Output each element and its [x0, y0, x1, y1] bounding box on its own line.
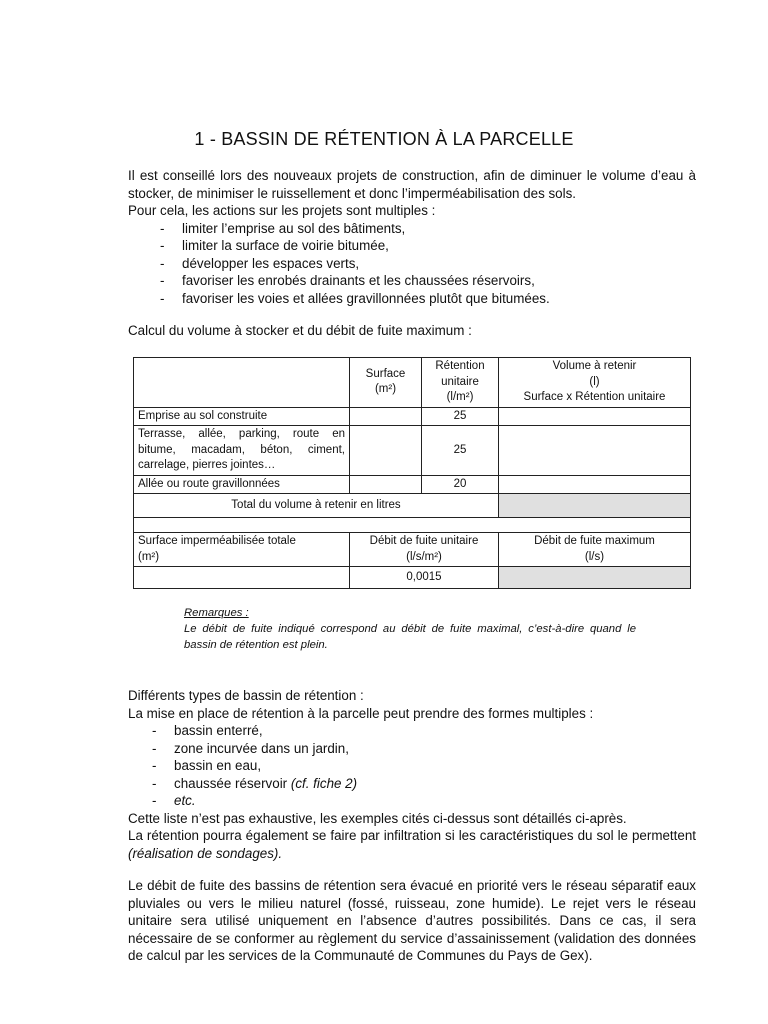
- list-item: - chaussée réservoir (cf. fiche 2): [152, 775, 358, 791]
- table-row: [134, 407, 691, 426]
- total-label: Total du volume à retenir en litres: [134, 494, 499, 518]
- surface-cell: [350, 475, 422, 494]
- intro-paragraph: Il est conseillé lors des nouveaux projets de construction, afin de diminuer le volume d’eau à stocker, de minimiser le ruissellement et donc l’imperméabilisation des sols.: [128, 168, 696, 201]
- list-item: - favoriser les enrobés drainants et les chaussées réservoirs,: [160, 273, 535, 289]
- surface-cell: [350, 407, 422, 426]
- infiltration-paragraph: La rétention pourra également se faire par infiltration si les caractéristiques du sol le permettent (réalisation de sondages).: [128, 828, 696, 861]
- surface-cell: [350, 426, 422, 476]
- retention-cell: 25: [422, 426, 499, 476]
- types-intro: La mise en place de rétention à la parcelle peut prendre des formes multiples :: [128, 705, 594, 721]
- debit-max-cell: [499, 567, 691, 589]
- list-item: - favoriser les voies et allées gravillonnées plutôt que bitumées.: [160, 290, 550, 306]
- header-debit-unitaire: Débit de fuite unitaire (l/s/m²): [350, 533, 499, 567]
- row-label: Terrasse, allée, parking, route en bitume, macadam, béton, ciment, carrelage, pierres jointes…: [134, 426, 350, 476]
- total-value-cell: [499, 494, 691, 518]
- actions-list: [160, 220, 696, 308]
- list-item: - développer les espaces verts,: [160, 255, 360, 271]
- retention-cell: 20: [422, 475, 499, 494]
- total-row: [134, 494, 691, 518]
- types-list: [152, 722, 696, 810]
- spacer-row: [134, 518, 691, 533]
- header-total-surface: Surface imperméabilisée totale (m²): [134, 533, 350, 567]
- table-row: [134, 475, 691, 494]
- intro-section: [128, 167, 696, 307]
- calc-heading: Calcul du volume à stocker et du débit de fuite maximum :: [128, 323, 472, 338]
- table-row: [134, 567, 691, 589]
- list-item: - limiter l’emprise au sol des bâtiments,: [160, 220, 406, 236]
- row-label: Allée ou route gravillonnées: [134, 475, 350, 494]
- header-debit-maximum: Débit de fuite maximum (l/s): [499, 533, 691, 567]
- types-heading: Différents types de bassin de rétention :: [128, 688, 364, 703]
- header-surface: Surface (m²): [350, 358, 422, 408]
- remarks: [184, 605, 636, 653]
- calculation-table: [133, 357, 691, 589]
- header-volume: Volume à retenir (l) Surface x Rétention unitaire: [499, 358, 691, 408]
- list-item: - bassin en eau,: [152, 758, 262, 774]
- volume-cell: [499, 475, 691, 494]
- header-retention: Rétention unitaire (l/m²): [422, 358, 499, 408]
- list-item: - etc.: [152, 793, 196, 809]
- row-label: Emprise au sol construite: [134, 407, 350, 426]
- total-surface-cell: [134, 567, 350, 589]
- table-row: [134, 426, 691, 476]
- list-item: - zone incurvée dans un jardin,: [152, 740, 349, 756]
- debit-unit-value: 0,0015: [350, 567, 499, 589]
- table-header-row: [134, 358, 691, 408]
- page-title: 1 - BASSIN DE RÉTENTION À LA PARCELLE: [194, 129, 574, 149]
- list-item: - bassin enterré,: [152, 723, 263, 738]
- volume-cell: [499, 407, 691, 426]
- table-header-row-2: [134, 533, 691, 567]
- types-section: [128, 687, 696, 862]
- types-note: Cette liste n’est pas exhaustive, les exemples cités ci-dessus sont détaillés ci-après.: [128, 810, 627, 826]
- remarks-text: Le débit de fuite indiqué correspond au débit de fuite maximal, c’est-à-dire quand le bassin de rétention est plein.: [184, 623, 636, 651]
- list-item: - limiter la surface de voirie bitumée,: [160, 238, 389, 254]
- final-paragraph: Le débit de fuite des bassins de rétention sera évacué en priorité vers le réseau séparatif eaux pluviales ou vers le milieu naturel (fossé, ruisseau, zone humide). Le rejet vers le réseau unitaire sera utilisé uniquement en l’absence d’autres possibilités. Dans ce cas, il sera nécessaire de se conformer au règlement du service d’assainissement (validation des données de calcul par les services de la Communauté de Communes du Pays de Gex).: [128, 878, 696, 963]
- remarks-title: Remarques :: [184, 607, 249, 619]
- intro-actions-lead: Pour cela, les actions sur les projets sont multiples :: [128, 203, 436, 218]
- retention-cell: 25: [422, 407, 499, 426]
- volume-cell: [499, 426, 691, 476]
